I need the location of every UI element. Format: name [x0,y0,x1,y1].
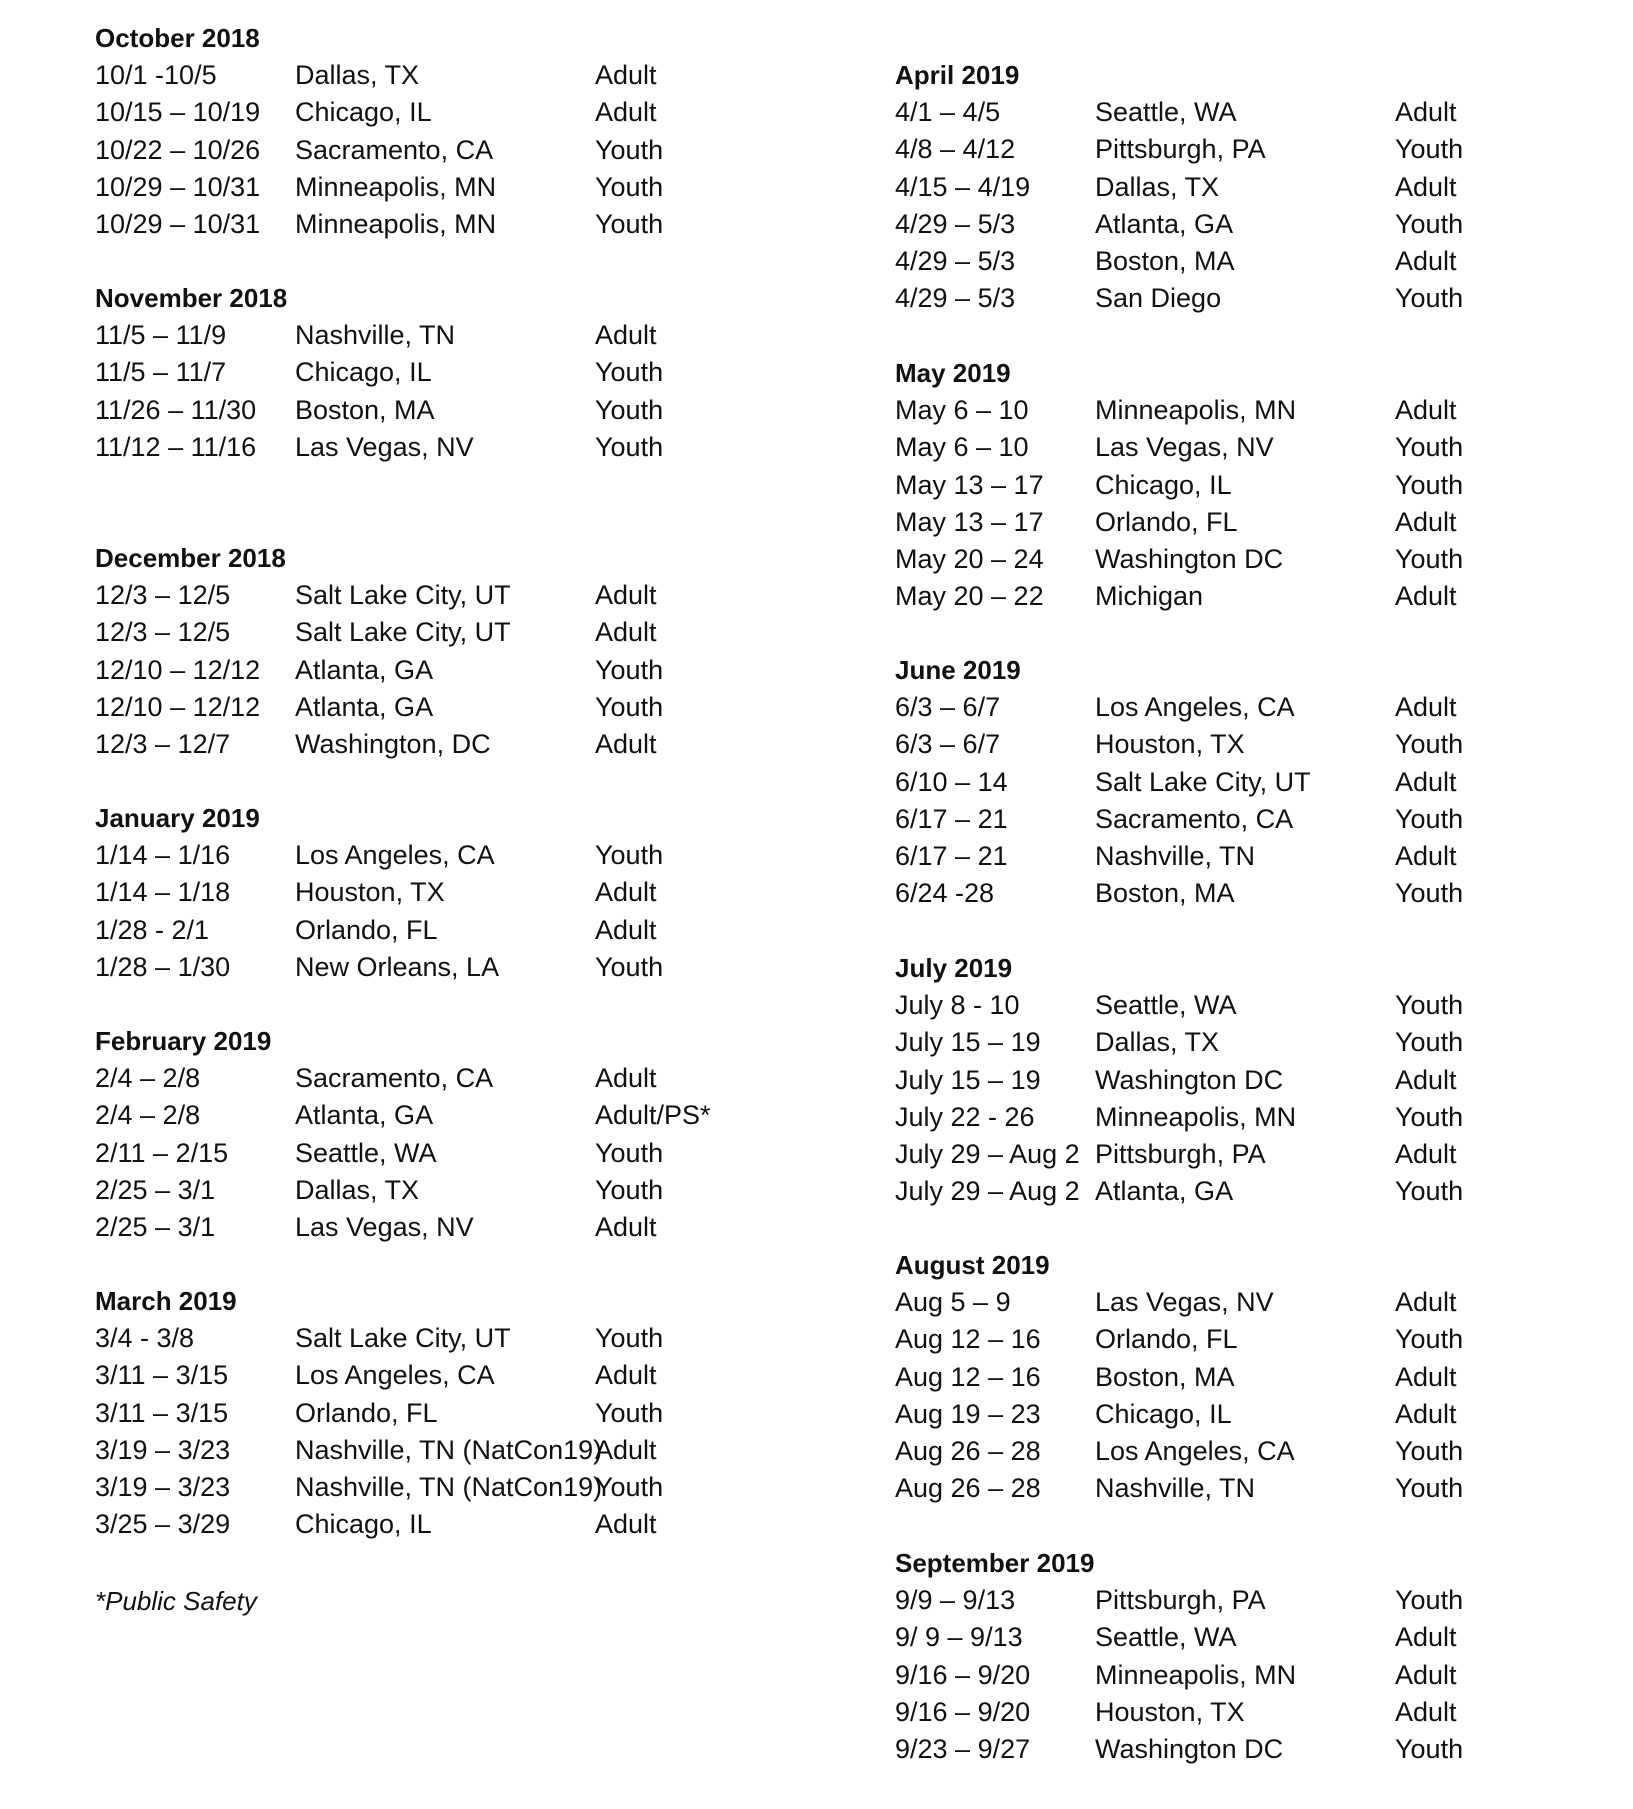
event-city: Atlanta, GA [1095,1176,1234,1207]
event-audience: Adult [1395,766,1457,797]
event-city: Washington DC [1095,544,1284,575]
event-dates: 3/11 – 3/15 [95,1360,229,1391]
event-dates: 10/1 -10/5 [95,60,217,90]
event-dates: 12/10 – 12/12 [95,654,261,685]
event-city: Minneapolis, MN [295,171,497,202]
schedule-row [895,1099,1615,1136]
event-dates: 9/16 – 9/20 [895,1659,1031,1690]
event-audience: Youth [595,1472,664,1503]
event-audience: Adult [1395,1139,1457,1170]
event-dates: May 20 – 22 [895,581,1044,612]
event-dates: 4/1 – 4/5 [895,97,1001,127]
month-heading: June 2019 [895,655,1021,685]
event-dates: 12/3 – 12/5 [95,580,231,610]
event-city: Chicago, IL [1095,1398,1232,1429]
event-audience: Adult [595,1212,657,1243]
event-audience: Youth [595,209,664,240]
event-audience: Adult [595,1509,657,1540]
event-audience: Youth [1395,1473,1464,1504]
event-audience: Adult [595,1434,657,1465]
event-dates: 6/3 – 6/7 [895,692,1001,722]
schedule-row [95,57,855,94]
schedule-row [895,243,1615,280]
month-heading: November 2018 [95,283,288,313]
event-city: Los Angeles, CA [1095,1436,1295,1467]
month-january-2019 [95,800,855,986]
event-city: New Orleans, LA [295,951,500,982]
event-city: Salt Lake City, UT [295,617,511,648]
event-audience: Youth [595,1323,664,1353]
event-dates: 2/25 – 3/1 [95,1212,216,1243]
event-audience: Youth [595,431,664,462]
event-dates: 4/29 – 5/3 [895,283,1016,314]
month-july-2019 [895,950,1615,1211]
event-dates: 6/10 – 14 [895,766,1008,797]
schedule-row [895,1173,1615,1210]
event-audience: Adult [595,1063,657,1093]
event-city: Nashville, TN [295,320,456,350]
event-dates: 6/3 – 6/7 [895,729,1001,760]
schedule-row [95,1469,855,1506]
schedule-row [895,1694,1615,1731]
event-dates: May 20 – 24 [895,544,1044,575]
schedule-row [895,1321,1615,1358]
schedule-row [895,429,1615,466]
event-city: Dallas, TX [295,60,420,90]
event-audience: Youth [1395,1101,1464,1132]
month-august-2019 [895,1247,1615,1508]
event-audience: Youth [1395,1734,1464,1765]
event-audience: Youth [1395,1176,1464,1207]
event-dates: July 15 – 19 [895,1064,1041,1095]
event-dates: July 22 - 26 [895,1101,1035,1132]
schedule-row [95,169,855,206]
schedule-row [895,1359,1615,1396]
event-dates: 2/4 – 2/8 [95,1100,201,1131]
schedule-row [895,1619,1615,1656]
schedule-row [95,392,855,429]
event-city: Nashville, TN (NatCon19) [295,1434,603,1465]
event-city: Las Vegas, NV [1095,1287,1274,1317]
month-heading: March 2019 [95,1286,237,1316]
event-city: Dallas, TX [1095,171,1220,202]
event-city: Seattle, WA [1095,990,1237,1020]
schedule-row [895,467,1615,504]
event-dates: July 8 - 10 [895,990,1020,1020]
event-audience: Youth [595,171,664,202]
schedule-row [895,131,1615,168]
event-audience: Adult [1395,841,1457,872]
event-city: Pittsburgh, PA [1095,1585,1266,1615]
event-audience: Adult [1395,1696,1457,1727]
event-dates: Aug 12 – 16 [895,1324,1041,1355]
event-audience: Youth [1395,729,1464,760]
schedule-row [95,689,855,726]
event-city: Chicago, IL [1095,469,1232,500]
month-heading: May 2019 [895,358,1011,388]
event-city: Houston, TX [295,877,445,908]
event-dates: Aug 26 – 28 [895,1436,1041,1467]
schedule-row [95,1395,855,1432]
event-city: Salt Lake City, UT [295,1323,511,1353]
event-audience: Adult [1395,692,1457,722]
month-november-2018 [95,280,855,466]
month-june-2019 [895,652,1615,913]
event-city: Minneapolis, MN [1095,1101,1297,1132]
schedule-row [95,1432,855,1469]
event-dates: 2/4 – 2/8 [95,1063,201,1093]
event-dates: 3/4 - 3/8 [95,1323,195,1353]
event-audience: Youth [1395,432,1464,463]
event-dates: July 15 – 19 [895,1027,1041,1058]
event-audience: Adult [1395,1064,1457,1095]
schedule-row [95,1097,855,1134]
event-city: Salt Lake City, UT [295,580,511,610]
event-audience: Adult [595,320,657,350]
event-city: Michigan [1095,581,1204,612]
schedule-row [95,429,855,466]
schedule-row [895,838,1615,875]
event-city: Las Vegas, NV [295,1212,474,1243]
event-dates: 3/19 – 3/23 [95,1434,231,1465]
event-city: Houston, TX [1095,729,1245,760]
event-audience: Adult [595,914,657,945]
month-december-2018 [95,540,855,763]
event-audience: Youth [1395,208,1464,239]
month-september-2019 [895,1545,1615,1768]
schedule-row [895,1396,1615,1433]
event-dates: 4/8 – 4/12 [895,134,1016,165]
schedule-row [895,764,1615,801]
event-dates: July 29 – Aug 2 [895,1139,1080,1170]
month-october-2018 [95,20,855,243]
event-dates: 10/29 – 10/31 [95,171,261,202]
event-city: San Diego [1095,283,1222,314]
event-audience: Youth [1395,544,1464,575]
event-audience: Youth [595,1137,664,1168]
event-audience: Adult [1395,1659,1457,1690]
event-audience: Adult [1395,246,1457,277]
event-city: Nashville, TN [1095,1473,1256,1504]
event-dates: 1/28 – 1/30 [95,951,231,982]
event-city: Atlanta, GA [295,654,434,685]
event-dates: July 29 – Aug 2 [895,1176,1080,1207]
month-heading: December 2018 [95,543,286,573]
schedule-row [95,132,855,169]
event-audience: Adult [1395,1622,1457,1653]
event-dates: 11/5 – 11/9 [95,320,227,350]
event-audience: Adult [595,1360,657,1391]
event-city: Orlando, FL [295,914,438,945]
event-dates: 12/3 – 12/5 [95,617,231,648]
event-audience: Youth [595,134,664,165]
event-dates: May 13 – 17 [895,506,1044,537]
event-audience: Youth [1395,803,1464,834]
event-city: Boston, MA [1095,1361,1235,1392]
event-audience: Adult [1395,1287,1457,1317]
event-city: Sacramento, CA [1095,803,1294,834]
event-city: Minneapolis, MN [1095,1659,1297,1690]
event-city: Washington, DC [295,729,491,760]
schedule-row [95,1060,855,1097]
event-city: Chicago, IL [295,357,432,388]
month-heading: July 2019 [895,953,1013,983]
schedule-row [95,1172,855,1209]
event-city: Las Vegas, NV [1095,432,1274,463]
event-city: Atlanta, GA [295,1100,434,1131]
schedule-row [895,94,1615,131]
event-city: Nashville, TN (NatCon19) [295,1472,603,1503]
event-dates: May 6 – 10 [895,432,1029,463]
event-dates: 11/5 – 11/7 [95,357,227,388]
event-dates: Aug 26 – 28 [895,1473,1041,1504]
event-city: Sacramento, CA [295,134,494,165]
schedule-row [95,1209,855,1246]
event-audience: Adult [1395,1361,1457,1392]
event-city: Minneapolis, MN [1095,395,1297,425]
month-heading: September 2019 [895,1548,1095,1578]
event-audience: Youth [595,394,664,425]
event-audience: Youth [595,1397,664,1428]
schedule-row [895,392,1615,429]
event-city: Las Vegas, NV [295,431,474,462]
schedule-row [895,1657,1615,1694]
month-heading: August 2019 [895,1250,1050,1280]
event-dates: 2/11 – 2/15 [95,1137,229,1168]
schedule-row [95,1506,855,1543]
event-dates: 6/17 – 21 [895,841,1008,872]
event-audience: Adult [1395,395,1457,425]
event-audience: Youth [1395,134,1464,165]
event-dates: 4/15 – 4/19 [895,171,1031,202]
month-april-2019 [895,57,1615,318]
event-dates: 4/29 – 5/3 [895,208,1016,239]
event-audience: Adult [595,97,657,128]
event-audience: Youth [1395,1436,1464,1467]
event-dates: 11/26 – 11/30 [95,394,257,425]
schedule-row [95,949,855,986]
schedule-row [95,652,855,689]
event-city: Los Angeles, CA [1095,692,1295,722]
event-audience: Youth [595,1174,664,1205]
month-may-2019 [895,355,1615,616]
event-city: Orlando, FL [1095,1324,1238,1355]
event-dates: 6/17 – 21 [895,803,1008,834]
event-dates: 9/ 9 – 9/13 [895,1622,1023,1653]
event-dates: 1/28 - 2/1 [95,914,210,945]
event-city: Seattle, WA [1095,97,1237,127]
schedule-row [895,726,1615,763]
event-dates: 9/23 – 9/27 [895,1734,1031,1765]
event-city: Salt Lake City, UT [1095,766,1311,797]
event-city: Los Angeles, CA [295,1360,495,1391]
event-city: Orlando, FL [1095,506,1238,537]
event-audience: Youth [1395,990,1464,1020]
month-february-2019 [95,1023,855,1246]
event-city: Washington DC [1095,1734,1284,1765]
month-march-2019 [95,1283,855,1544]
event-audience: Adult [1395,97,1457,127]
event-city: Dallas, TX [295,1174,420,1205]
event-city: Pittsburgh, PA [1095,134,1266,165]
event-dates: 4/29 – 5/3 [895,246,1016,277]
schedule-row [895,987,1615,1024]
event-audience: Adult [595,580,657,610]
event-audience: Youth [595,840,664,870]
schedule-row [895,689,1615,726]
month-heading: April 2019 [895,60,1020,90]
event-dates: May 6 – 10 [895,395,1029,425]
schedule-row [95,1357,855,1394]
event-dates: 12/3 – 12/7 [95,729,231,760]
schedule-row [895,1582,1615,1619]
event-audience: Youth [1395,1585,1464,1615]
month-heading: February 2019 [95,1026,272,1056]
schedule-row [895,1470,1615,1507]
event-audience: Adult [1395,581,1457,612]
schedule-row [895,1433,1615,1470]
month-heading: October 2018 [95,23,260,53]
schedule-row [895,206,1615,243]
event-audience: Youth [1395,1027,1464,1058]
schedule-row [895,875,1615,912]
schedule-row [95,874,855,911]
event-city: Nashville, TN [1095,841,1256,872]
event-audience: Youth [595,654,664,685]
event-city: Seattle, WA [295,1137,437,1168]
event-dates: 3/25 – 3/29 [95,1509,231,1540]
schedule-row [95,912,855,949]
event-dates: 10/22 – 10/26 [95,134,261,165]
schedule-row [895,1136,1615,1173]
event-dates: 10/15 – 10/19 [95,97,261,128]
event-dates: Aug 5 – 9 [895,1287,1011,1317]
schedule-row [895,801,1615,838]
event-city: Pittsburgh, PA [1095,1139,1266,1170]
event-city: Chicago, IL [295,1509,432,1540]
event-dates: 9/9 – 9/13 [895,1585,1016,1615]
schedule-row [895,280,1615,317]
schedule-row [895,1024,1615,1061]
event-audience: Adult [1395,1398,1457,1429]
schedule-row [95,1320,855,1357]
schedule-row [895,1284,1615,1321]
event-city: Atlanta, GA [1095,208,1234,239]
schedule-row [895,504,1615,541]
schedule-row [895,1062,1615,1099]
event-audience: Youth [1395,878,1464,909]
event-audience: Adult/PS* [595,1100,711,1131]
event-dates: 1/14 – 1/18 [95,877,231,908]
schedule-row [95,354,855,391]
event-city: Chicago, IL [295,97,432,128]
event-city: Boston, MA [1095,878,1235,909]
event-audience: Adult [1395,171,1457,202]
event-dates: 3/19 – 3/23 [95,1472,231,1503]
event-dates: 10/29 – 10/31 [95,209,261,240]
event-city: Atlanta, GA [295,691,434,722]
event-city: Washington DC [1095,1064,1284,1095]
event-dates: 1/14 – 1/16 [95,840,231,870]
event-city: Houston, TX [1095,1696,1245,1727]
schedule-row [95,726,855,763]
event-audience: Adult [595,729,657,760]
event-city: Seattle, WA [1095,1622,1237,1653]
schedule-row [95,317,855,354]
schedule-row [95,614,855,651]
event-dates: Aug 19 – 23 [895,1398,1041,1429]
event-audience: Youth [1395,469,1464,500]
event-audience: Youth [595,691,664,722]
event-audience: Adult [595,617,657,648]
event-dates: 3/11 – 3/15 [95,1397,229,1428]
footnote-public-safety: *Public Safety [95,1586,257,1616]
event-dates: 6/24 -28 [895,878,995,909]
event-audience: Youth [1395,1324,1464,1355]
event-city: Sacramento, CA [295,1063,494,1093]
event-city: Boston, MA [295,394,435,425]
schedule-row [95,837,855,874]
event-audience: Adult [595,60,657,90]
event-audience: Adult [1395,506,1457,537]
event-audience: Adult [595,877,657,908]
event-dates: May 13 – 17 [895,469,1044,500]
schedule-row [895,541,1615,578]
schedule-row [895,578,1615,615]
schedule-row [95,206,855,243]
event-city: Boston, MA [1095,246,1235,277]
event-city: Minneapolis, MN [295,209,497,240]
event-dates: 11/12 – 11/16 [95,431,257,462]
schedule-row [895,169,1615,206]
schedule-row [895,1731,1615,1768]
schedule-row [95,1135,855,1172]
event-city: Orlando, FL [295,1397,438,1428]
event-dates: Aug 12 – 16 [895,1361,1041,1392]
event-dates: 9/16 – 9/20 [895,1696,1031,1727]
schedule-row [95,94,855,131]
month-heading: January 2019 [95,803,260,833]
event-dates: 2/25 – 3/1 [95,1174,216,1205]
event-audience: Youth [595,951,664,982]
event-city: Dallas, TX [1095,1027,1220,1058]
event-city: Los Angeles, CA [295,840,495,870]
schedule-row [95,577,855,614]
event-audience: Youth [1395,283,1464,314]
event-dates: 12/10 – 12/12 [95,691,261,722]
event-audience: Youth [595,357,664,388]
